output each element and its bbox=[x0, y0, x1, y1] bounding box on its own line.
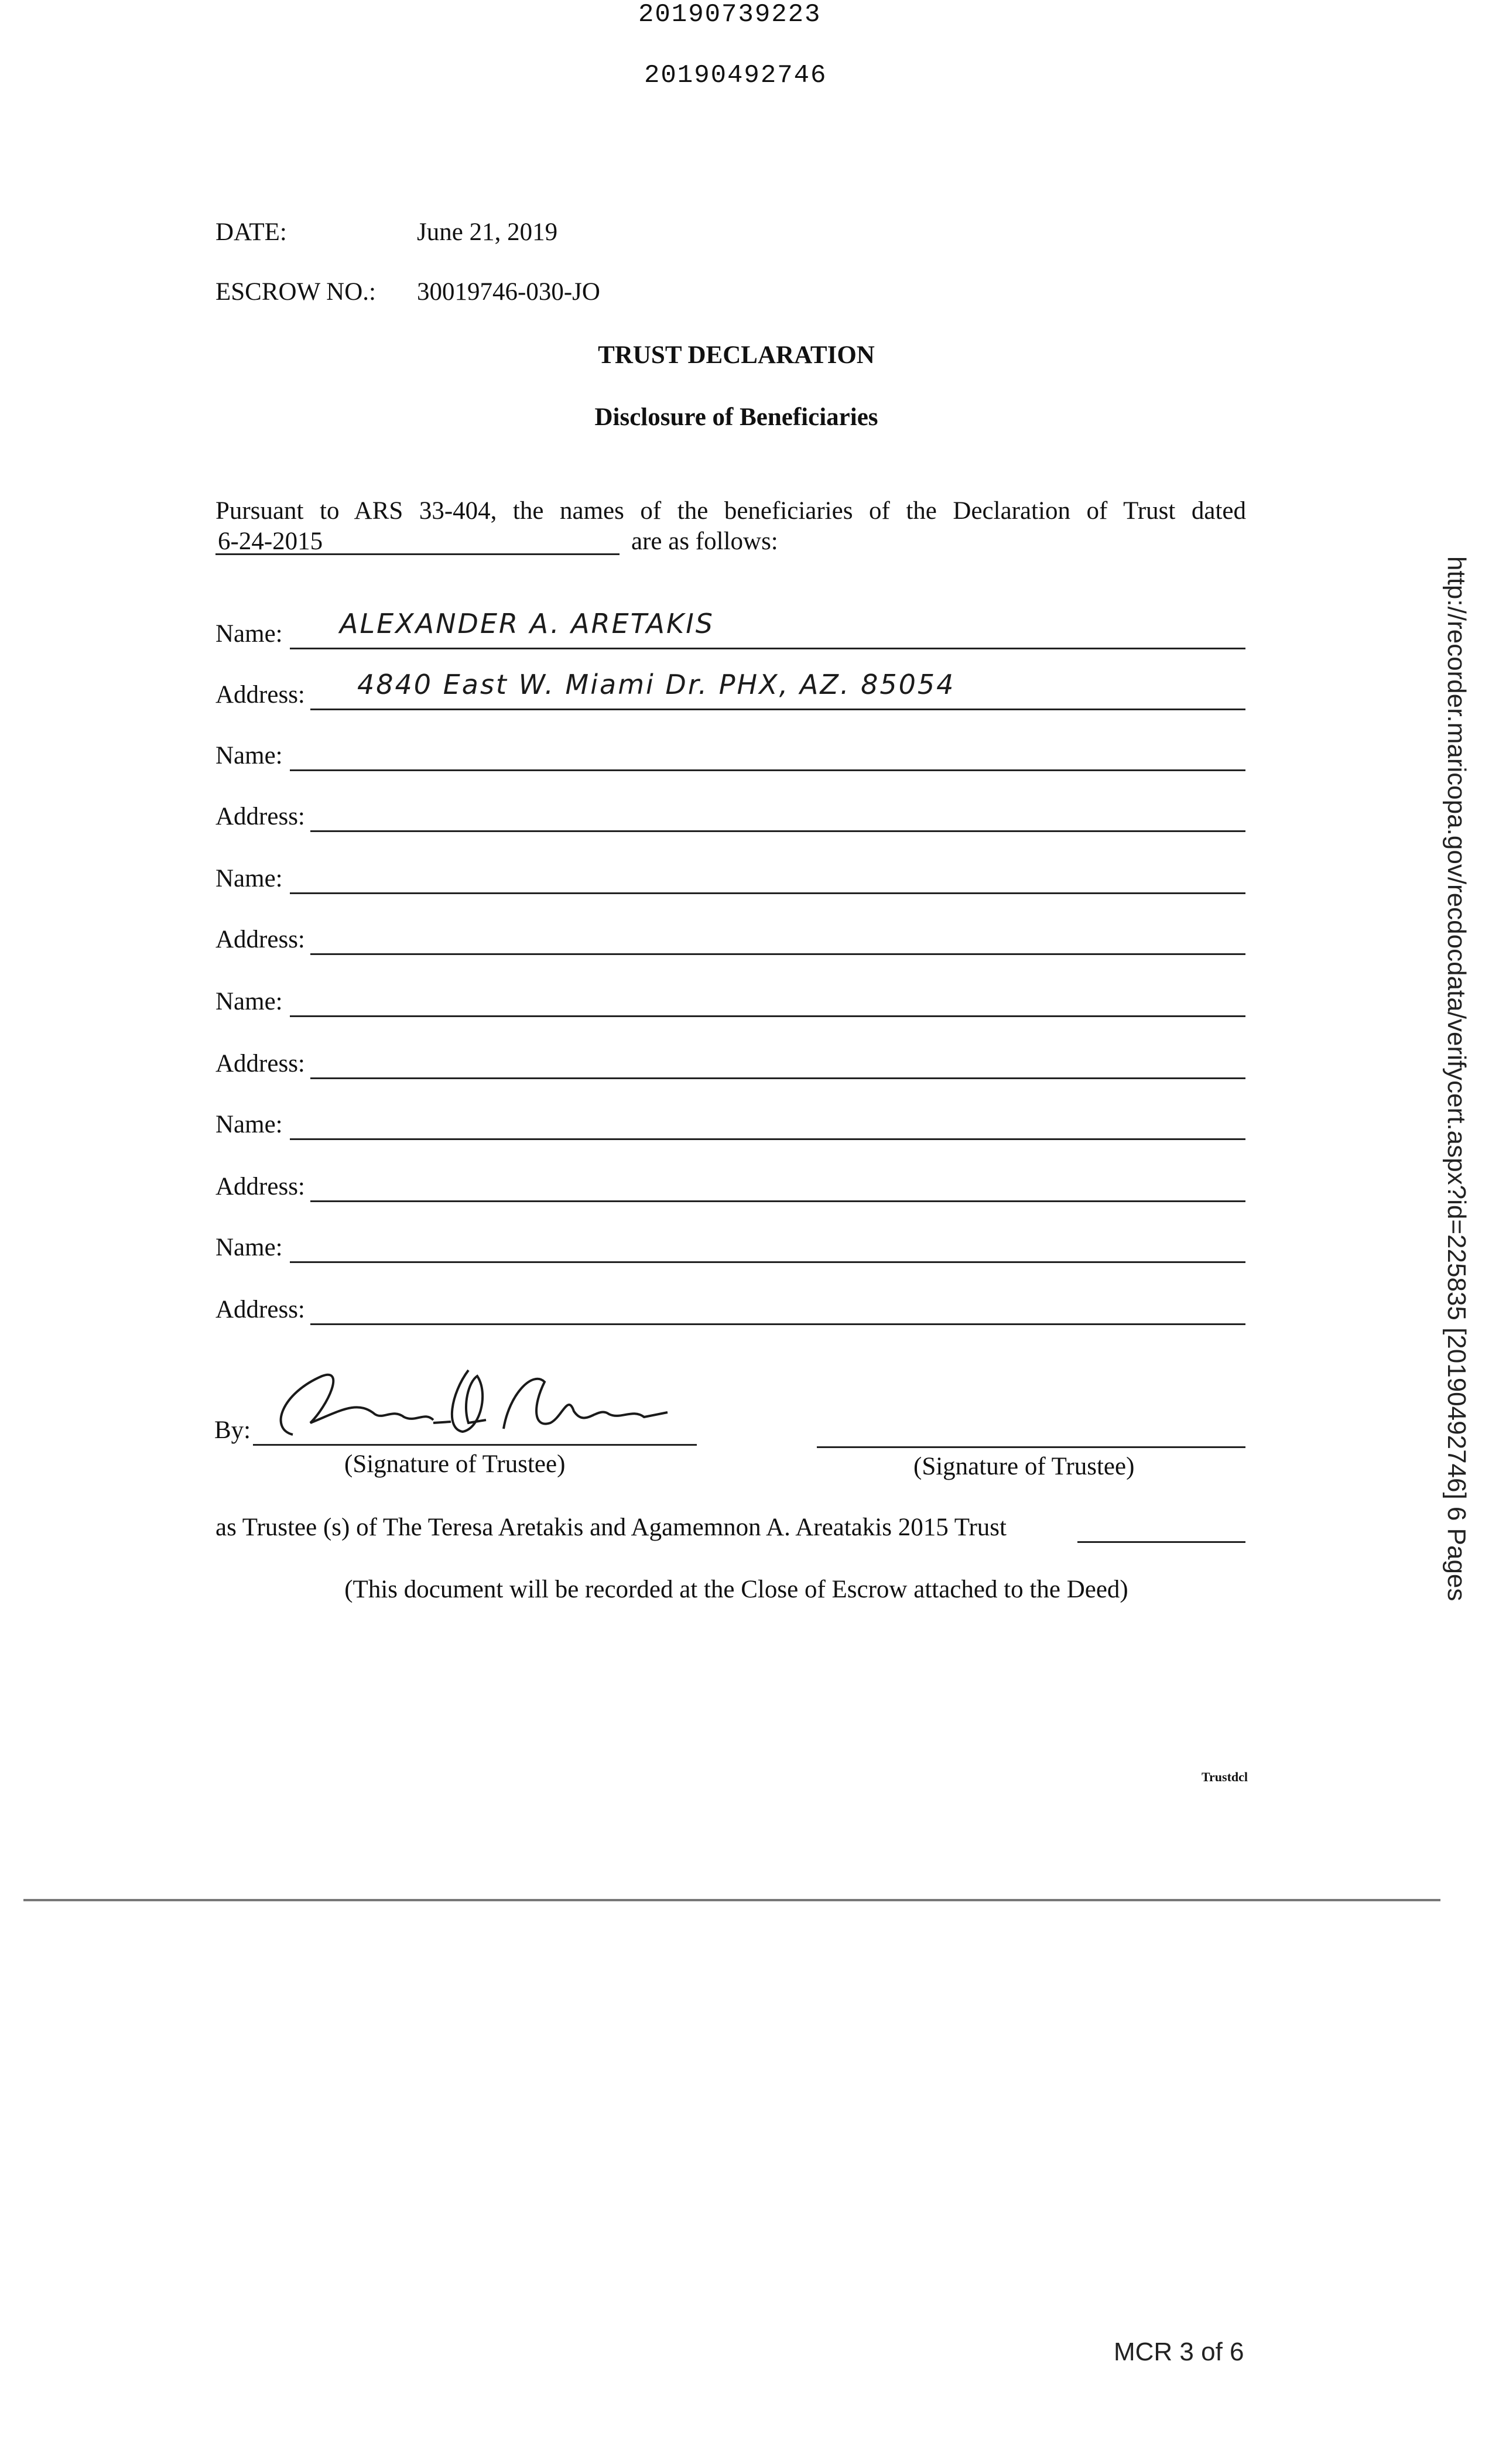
address-line[interactable] bbox=[310, 830, 1245, 832]
trustee-statement: as Trustee (s) of The Teresa Aretakis and Agamemnon A. Areatakis 2015 Trust bbox=[215, 1514, 1007, 1541]
name-line[interactable] bbox=[290, 769, 1245, 771]
recording-note: (This document will be recorded at the Close of Escrow attached to the Deed) bbox=[344, 1576, 1128, 1603]
escrow-value: 30019746-030-JO bbox=[417, 278, 600, 306]
address-label: Address: bbox=[215, 926, 305, 953]
trust-date: 6-24-2015 bbox=[218, 528, 323, 555]
date-label: DATE: bbox=[215, 218, 287, 246]
address-line[interactable] bbox=[310, 709, 1245, 710]
beneficiary-name-handwritten: ALEXANDER A. ARETAKIS bbox=[340, 608, 714, 639]
verification-url-vertical: http://recorder.maricopa.gov/recdocdata/verifycert.aspx?id=225835 [20190492746] 6 Pages bbox=[1442, 556, 1471, 1601]
signature-line-right[interactable] bbox=[817, 1446, 1245, 1448]
intro-line-2: are as follows: bbox=[631, 528, 778, 555]
address-label: Address: bbox=[215, 803, 305, 830]
date-value: June 21, 2019 bbox=[417, 218, 558, 246]
address-label: Address: bbox=[215, 1050, 305, 1077]
name-line[interactable] bbox=[290, 1261, 1245, 1263]
name-line[interactable] bbox=[290, 892, 1245, 894]
name-label: Name: bbox=[215, 865, 283, 892]
page-label: MCR 3 of 6 bbox=[1114, 2338, 1244, 2366]
handwritten-signature bbox=[258, 1358, 679, 1452]
name-line[interactable] bbox=[290, 1015, 1245, 1017]
address-line[interactable] bbox=[310, 953, 1245, 955]
address-line[interactable] bbox=[310, 1323, 1245, 1325]
address-label: Address: bbox=[215, 1173, 305, 1200]
form-code: Trustdcl bbox=[1202, 1770, 1248, 1784]
document-number-second: 20190492746 bbox=[644, 61, 827, 90]
signature-caption-left: (Signature of Trustee) bbox=[344, 1450, 566, 1478]
name-label: Name: bbox=[215, 742, 283, 769]
document-subtitle: Disclosure of Beneficiaries bbox=[594, 403, 878, 431]
document-number-top: 20190739223 bbox=[638, 0, 822, 29]
scan-edge-rule bbox=[23, 1899, 1440, 1901]
address-line[interactable] bbox=[310, 1200, 1245, 1202]
trustee-blank-line[interactable] bbox=[1077, 1541, 1245, 1543]
name-line[interactable] bbox=[290, 648, 1245, 649]
address-label: Address: bbox=[215, 681, 305, 709]
beneficiary-address-handwritten: 4840 East W. Miami Dr. PHX, AZ. 85054 bbox=[357, 669, 956, 700]
by-label: By: bbox=[214, 1416, 251, 1444]
intro-line-1: Pursuant to ARS 33-404, the names of the beneficiaries of the Declaration of Trust dated bbox=[215, 497, 1246, 525]
name-label: Name: bbox=[215, 1111, 283, 1138]
trust-date-underline bbox=[215, 553, 620, 555]
name-label: Name: bbox=[215, 1234, 283, 1261]
document-title: TRUST DECLARATION bbox=[598, 341, 875, 369]
name-label: Name: bbox=[215, 988, 283, 1015]
address-label: Address: bbox=[215, 1296, 305, 1323]
name-label: Name: bbox=[215, 620, 283, 648]
name-line[interactable] bbox=[290, 1138, 1245, 1140]
address-line[interactable] bbox=[310, 1077, 1245, 1079]
escrow-label: ESCROW NO.: bbox=[215, 278, 376, 306]
signature-caption-right: (Signature of Trustee) bbox=[913, 1453, 1135, 1480]
